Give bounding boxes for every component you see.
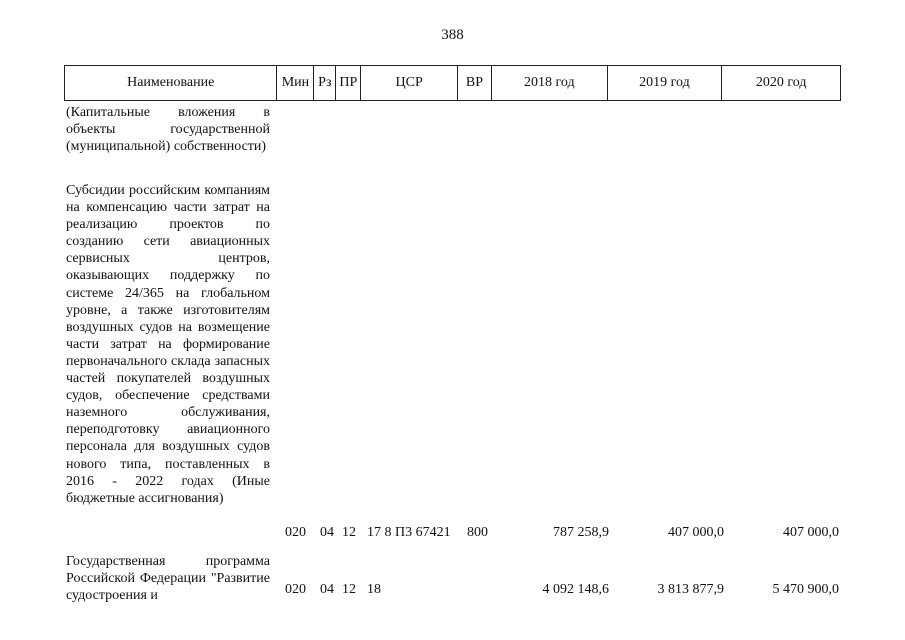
row-2-2018: 4 092 148,6: [542, 582, 609, 597]
header-pr: ПР: [336, 66, 361, 100]
row-2-rz: 04: [320, 582, 334, 597]
header-min: Мин: [277, 66, 314, 100]
header-csr: ЦСР: [361, 66, 458, 100]
row-2-min: 020: [285, 582, 306, 597]
row-2-2020: 5 470 900,0: [772, 582, 839, 597]
row-2-csr: 18: [367, 582, 381, 597]
header-vr: ВР: [458, 66, 492, 100]
header-name: Наименование: [65, 66, 277, 100]
table-header: [64, 65, 841, 101]
row-1-vr: 800: [467, 525, 488, 540]
row-1-min: 020: [285, 525, 306, 540]
row-2-2019: 3 813 877,9: [657, 582, 724, 597]
row-0-name: (Капитальные вложения в объекты государственной (муниципальной) собственности): [66, 105, 270, 155]
row-1-2019: 407 000,0: [668, 525, 724, 540]
row-1-rz: 04: [320, 525, 334, 540]
row-2-name: Государственная программа Российской Федерации "Развитие судостроения и: [66, 554, 270, 604]
row-1-2018: 787 258,9: [553, 525, 609, 540]
header-2018: 2018 год: [492, 66, 608, 100]
row-1-name: Субсидии российским компаниям на компенсацию части затрат на реализацию проектов по созданию сети авиационных сервисных центров, оказывающих поддержку по системе 24/365 на глобальном уровне, а также изготовителям воздушных судов на возмещение части затрат на формирование первоначального склада запасных частей покупателей воздушных судов, обеспечение средствами наземного обслуживания, переподготовку авиационного персонала для воздушных судов нового типа, поставленных в 2016 - 2022 годах (Иные бюджетные ассигнования): [66, 183, 270, 506]
page-number: 388: [441, 27, 464, 43]
row-1-2020: 407 000,0: [783, 525, 839, 540]
row-1-csr: 17 8 П3 67421: [367, 525, 451, 540]
header-rz: Рз: [314, 66, 336, 100]
header-2019: 2019 год: [608, 66, 723, 100]
row-1-pr: 12: [342, 525, 356, 540]
header-2020: 2020 год: [755, 75, 807, 90]
row-2-pr: 12: [342, 582, 356, 597]
